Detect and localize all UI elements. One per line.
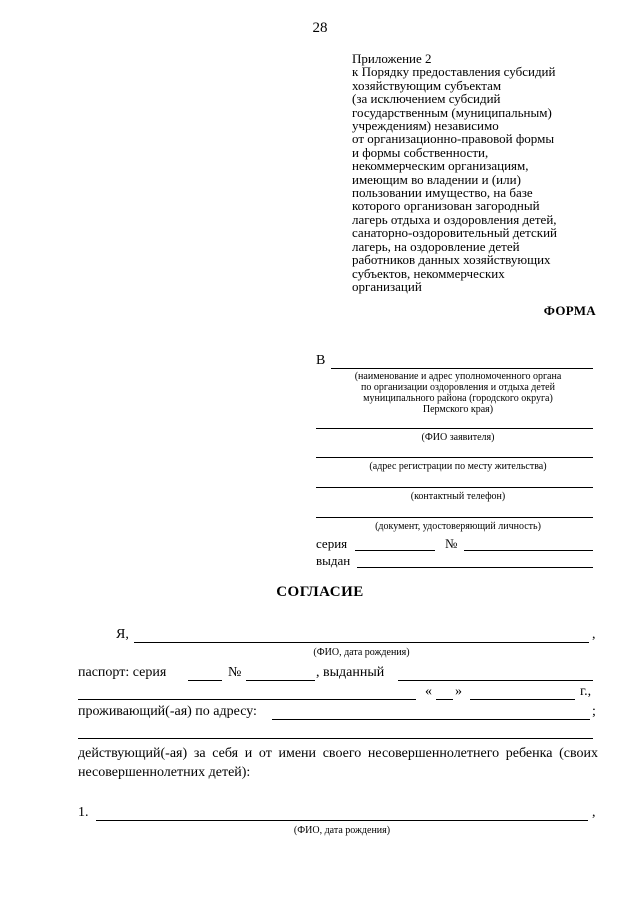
passport-issued-field[interactable] (398, 680, 593, 681)
appendix-line: работников данных хозяйствующих (352, 252, 551, 268)
appendix-line: хозяйствующим субъектам (352, 77, 502, 93)
appendix-header (352, 52, 602, 293)
appendix-line: субъектов, некоммерческих (352, 265, 505, 281)
comma: , (592, 627, 596, 642)
document-series-field[interactable] (355, 550, 435, 551)
applicant-phone-line[interactable] (316, 487, 593, 488)
addressee-organ-line[interactable] (331, 368, 593, 369)
item-number: 1. (78, 805, 89, 820)
appendix-line: от организационно-правовой формы (352, 131, 555, 147)
document-issued-field[interactable] (357, 567, 593, 568)
appendix-line: пользовании имущество, на базе (352, 185, 533, 201)
passport-issue-month-field[interactable] (470, 699, 575, 700)
passport-issue-day-field[interactable] (436, 699, 453, 700)
passport-number-field[interactable] (246, 680, 315, 681)
appendix-line: учреждениям) независимо (352, 118, 499, 134)
passport-issued-label: , выданный (316, 665, 385, 680)
residing-label: проживающий(-ая) по адресу: (78, 704, 257, 719)
series-label: серия (316, 536, 348, 551)
organ-caption-line: Пермского края) (422, 404, 494, 415)
passport-issuer-line[interactable] (78, 699, 416, 700)
residence-address-field[interactable] (272, 719, 590, 720)
organ-caption-line: по организации оздоровления и отдыха детей (361, 382, 555, 393)
applicant-phone-caption: (контактный телефон) (410, 491, 506, 502)
applicant-fio-caption: (ФИО заявителя) (421, 432, 495, 443)
appendix-line: к Порядку предоставления субсидий (352, 64, 556, 80)
quote-close: » (455, 684, 462, 699)
appendix-line: государственным (муниципальным) (352, 104, 552, 120)
applicant-fio-line[interactable] (316, 428, 593, 429)
document-title: СОГЛАСИЕ (276, 584, 364, 600)
applicant-address-line[interactable] (316, 457, 593, 458)
consenter-fio-line[interactable] (134, 642, 589, 643)
organ-caption-line: муниципального района (городского округа) (363, 393, 553, 404)
organ-caption-line: (наименование и адрес уполномоченного органа (354, 371, 562, 382)
item-comma: , (592, 805, 596, 820)
appendix-line: лагерь отдыха и оздоровления детей, (352, 211, 557, 227)
appendix-line: организаций (352, 278, 422, 294)
residence-address-continuation[interactable] (78, 738, 593, 739)
quote-open: « (425, 684, 432, 699)
issued-label: выдан (316, 553, 351, 568)
passport-number-label: № (228, 665, 242, 680)
appendix-line: и формы собственности, (352, 144, 489, 160)
page-number: 28 (312, 20, 328, 36)
child-fio-field[interactable] (96, 820, 588, 821)
acting-statement: действующий(-ая) за себя и от имени своего несовершеннолетнего ребенка (своих несовершеннолетних детей): (78, 746, 598, 780)
appendix-line: Приложение 2 (352, 51, 432, 66)
appendix-line: имеющим во владении и (или) (352, 171, 521, 187)
i-label: Я, (116, 627, 129, 642)
passport-series-label: паспорт: серия (78, 665, 167, 680)
document-number-field[interactable] (464, 550, 593, 551)
addressee-prefix: В (316, 353, 326, 368)
applicant-address-caption: (адрес регистрации по месту жительства) (369, 461, 547, 472)
semicolon: ; (592, 704, 596, 719)
passport-series-field[interactable] (188, 680, 222, 681)
year-suffix: г., (580, 684, 592, 699)
appendix-line: некоммерческим организациям, (352, 158, 529, 174)
child-fio-caption: (ФИО, дата рождения) (293, 825, 391, 836)
identity-document-caption: (документ, удостоверяющий личность) (375, 521, 541, 532)
appendix-line: (за исключением субсидий (352, 91, 501, 107)
consenter-fio-caption: (ФИО, дата рождения) (313, 647, 410, 658)
appendix-line: санаторно-оздоровительный детский (352, 225, 557, 241)
document-number-label: № (445, 536, 458, 551)
identity-document-line[interactable] (316, 517, 593, 518)
appendix-line: лагерь, на оздоровление детей (352, 238, 520, 254)
appendix-line: которого организован загородный (352, 198, 540, 214)
form-label: ФОРМА (543, 303, 596, 318)
organ-caption (316, 371, 600, 415)
